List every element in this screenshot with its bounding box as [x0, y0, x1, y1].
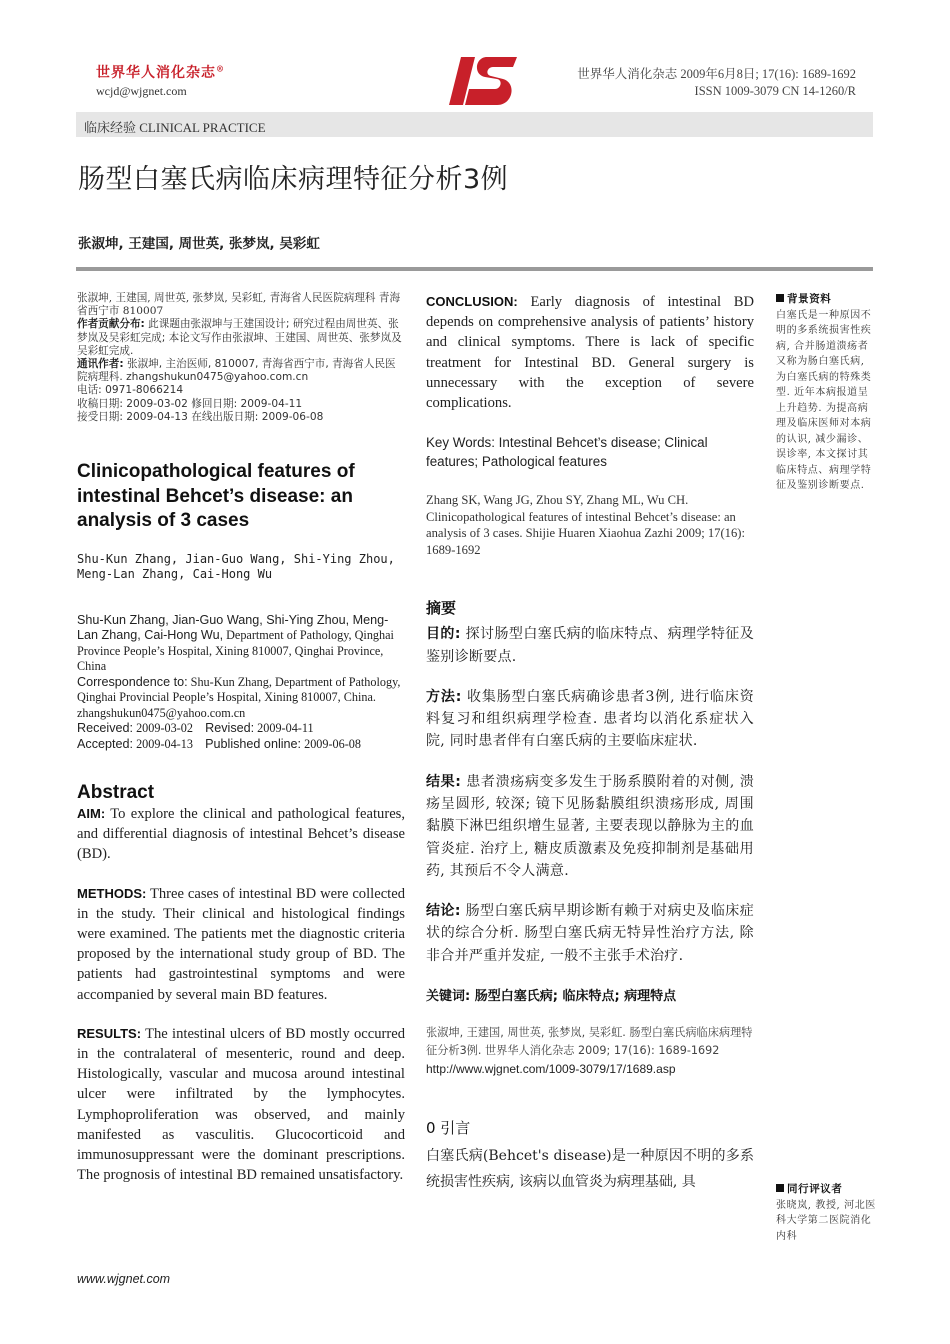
- intro-text: 白塞氏病(Behcet's disease)是一种原因不明的多系统损害性疾病, 该病以血管炎为病理基础, 具: [426, 1148, 754, 1190]
- left-column: [77, 292, 405, 1185]
- abstract-methods: METHODS: Three cases of intestinal BD were collected in the study. Their clinical and histological findings were examined. The patients met the diagnostic criteria proposed by the international study group of BD. The patients had gastrointestinal symptoms and were accompanied by several main BD features.: [77, 885, 405, 1003]
- sidebar-reviewer: 同行评议者 张晓岚, 教授, 河北医科大学第二医院消化内科: [776, 1183, 876, 1242]
- zhaiyao-conclusion: 结论: 肠型白塞氏病早期诊断有赖于对病史及临床症状的综合分析. 肠型白塞氏病无特异性治疗方法, 除非合并严重并发症, 一般不主张手术治疗.: [426, 903, 754, 964]
- journal-logo: 世界华人消化杂志®: [96, 63, 225, 81]
- article-link[interactable]: http://www.wjgnet.com/1009-3079/17/1689.asp: [426, 1062, 676, 1077]
- abstract-heading: Abstract: [77, 782, 155, 804]
- title-divider: [76, 267, 873, 271]
- citation-line: 世界华人消化杂志 2009年6月8日; 17(16): 1689-1692: [577, 67, 856, 81]
- zhaiyao-heading: 摘要: [426, 599, 457, 618]
- footer-url[interactable]: www.wjgnet.com: [77, 1272, 171, 1286]
- journal-email: wcjd@wjgnet.com: [96, 84, 187, 98]
- chinese-title: 肠型白塞氏病临床病理特征分析3例: [78, 164, 509, 195]
- chinese-citation: 张淑坤, 王建国, 周世英, 张梦岚, 吴彩虹. 肠型白塞氏病临床病理特征分析3例. 世界华人消化杂志 2009; 17(16): 1689-1692 http://www.wjgnet.com/1009-3079/17/1689.asp: [426, 1026, 753, 1077]
- abstract-aim: AIM: To explore the clinical and pathological features, and differential diagnosis of intestinal Behcet’s disease (BD).: [77, 806, 405, 863]
- sidebar-background: 背景资料 白塞氏是一种原因不明的多系统损害性疾病, 合并肠道溃疡者又称为肠白塞氏病, 为白塞氏病的特殊类型. 近年本病报道呈上升趋势. 为提高病理及临床医师对本病的认识, 减少漏诊、误诊率, 本文探讨其临床特点、病理学特征及鉴别诊断要点.: [776, 293, 872, 491]
- abstract-conclusion: CONCLUSION: Early diagnosis of intestinal BD depends on comprehensive analysis of patients’ history and clinical symptoms. There is lack of specific treatment for Intestinal BD. General surgery is unnecessary with the exception of severe complications.: [426, 294, 754, 412]
- middle-column: [426, 292, 754, 1195]
- zhaiyao-methods: 方法: 收集肠型白塞氏病确诊患者3例, 进行临床资料复习和组织病理学检查. 患者均以消化系症状入院, 同时患者伴有白塞氏病的主要临床症状.: [426, 688, 755, 750]
- issn-line: ISSN 1009-3079 CN 14-1260/R: [694, 84, 856, 98]
- intro-heading: 0 引言: [426, 1119, 471, 1138]
- english-authors: Shu-Kun Zhang, Jian-Guo Wang, Shi-Ying Zhou, Meng-Lan Zhang, Cai-Hong Wu: [77, 551, 395, 582]
- square-bullet-icon: [776, 1184, 784, 1192]
- chinese-affiliation: 张淑坤, 王建国, 周世英, 张梦岚, 吴彩虹, 青海省人民医院病理科 青海省西宁市 810007 作者贡献分布: 此课题由张淑坤与王建国设计; 研究过程由周世英、张梦岚及吴彩虹完成; 本论文写作由张淑坤、王建国、周世英、张梦岚及吴彩虹完成. 通讯作者: 张淑坤, 主治医师, 810007, 青海省西宁市, 青海省人民医院病理科. zhangshukun0475@yahoo.com.cn 电话: 0971-8066214 收稿日期: 2009-03-02 修回日期: 2009-04-11 接受日期: 2009-04-13 在线出版日期: 2009-06-08: [77, 292, 402, 423]
- chinese-authors: 张淑坤, 王建国, 周世英, 张梦岚, 吴彩虹: [78, 236, 320, 252]
- english-title: Clinicopathological features of intestinal Behcet’s disease: an analysis of 3 cases: [77, 461, 355, 532]
- english-keywords: Key Words: Intestinal Behcet’s disease; Clinical features; Pathological features: [426, 435, 708, 469]
- publisher-logo-icon: [447, 53, 519, 109]
- zhaiyao-results: 结果: 患者溃疡病变多发生于肠系膜附着的对侧, 溃疡呈圆形, 较深; 镜下见肠黏膜组织溃疡形成, 周围黏膜下淋巴组织增生显著, 主要表现以静脉为主的血管炎症. 治疗上, 糖皮质激素及免疫抑制剂是基础用药, 其预后不令人满意.: [426, 773, 754, 879]
- journal-citation-header: [526, 66, 856, 100]
- abstract-results: RESULTS: The intestinal ulcers of BD mostly occurred in the contralateral of mesenteric, round and deep. Histologically, vascular and mucosa around intestinal ulcer were infiltrated by the lymphocytes. Lymphoproliferation was observed, and mainly manifested as vasculitis. Glucocorticoid and immunosuppressant were the dominant prescriptions. The prognosis of intestinal BD remained unsatisfactory.: [77, 1025, 405, 1184]
- english-citation: Zhang SK, Wang JG, Zhou SY, Zhang ML, Wu CH. Clinicopathological features of intestinal Behcet’s disease: an analysis of 3 cases. Shijie Huaren Xiaohua Zazhi 2009; 17(16): 1689-1692: [426, 493, 745, 557]
- english-affiliation: Shu-Kun Zhang, Jian-Guo Wang, Shi-Ying Zhou, Meng-Lan Zhang, Cai-Hong Wu, Department of Pathology, Qinghai Province People’s Hospital, Xining 810007, Qinghai Province, China Correspondence to: Shu-Kun Zhang, Department of Pathology, Qinghai Provincial People’s Hospital, Xining 810007, China. zhangshukun0475@yahoo.com.cn Received: 2009-03-02 Revised: 2009-04-11 Accepted: 2009-04-13 Published online: 2009-06-08: [77, 612, 401, 751]
- chinese-keywords: 关键词: 肠型白塞氏病; 临床特点; 病理特点: [426, 989, 677, 1005]
- section-bar: 临床经验 CLINICAL PRACTICE: [76, 112, 873, 137]
- zhaiyao-aim: 目的: 探讨肠型白塞氏病的临床特点、病理学特征及鉴别诊断要点.: [426, 626, 754, 665]
- square-bullet-icon: [776, 294, 784, 302]
